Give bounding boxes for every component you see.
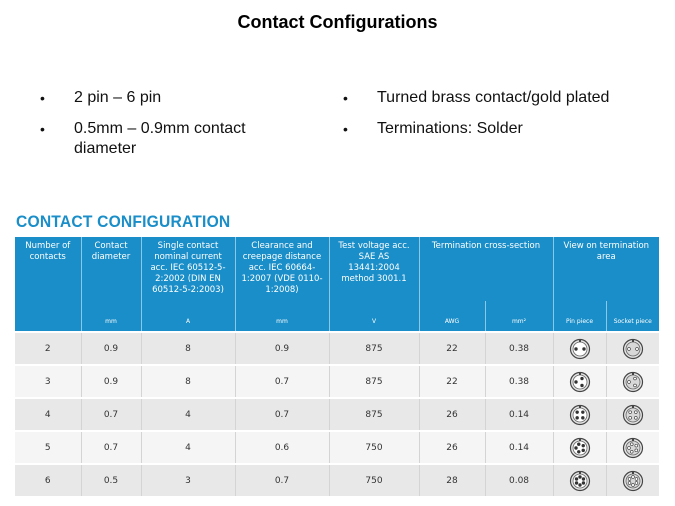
cell-current: 8 <box>141 332 235 365</box>
pin-piece-connector-icon <box>569 371 591 393</box>
bullet-item <box>343 119 643 139</box>
socket-piece-connector-icon <box>622 338 644 360</box>
bullet-item <box>40 88 310 108</box>
table-row <box>15 431 659 464</box>
table-header-row <box>15 237 659 301</box>
cell-socket-view <box>606 365 659 398</box>
cell-contacts: 6 <box>15 464 81 496</box>
cell-awg: 22 <box>419 365 485 398</box>
cell-diameter: 0.5 <box>81 464 141 496</box>
section-heading: CONTACT CONFIGURATION <box>16 212 231 231</box>
unit-socket-piece: Socket piece <box>606 301 659 332</box>
cell-current: 8 <box>141 365 235 398</box>
cell-clearance: 0.7 <box>235 365 329 398</box>
table-row <box>15 332 659 365</box>
unit-awg: AWG <box>419 301 485 332</box>
header-termination: Termination cross-section <box>419 237 553 301</box>
bullet-dot: • <box>40 90 45 106</box>
cell-mm2: 0.14 <box>485 431 553 464</box>
table-row <box>15 464 659 496</box>
header-clearance: Clearance and creepage distance acc. IEC 60664-1:2007 (VDE 0110-1:2008) <box>235 237 329 301</box>
cell-voltage: 875 <box>329 365 419 398</box>
unit-current: A <box>141 301 235 332</box>
bullet-item <box>40 119 310 159</box>
cell-clearance: 0.6 <box>235 431 329 464</box>
cell-socket-view <box>606 332 659 365</box>
bullet-text: 0.5mm – 0.9mm contact diameter <box>74 120 246 157</box>
bullet-text: 2 pin – 6 pin <box>74 89 162 106</box>
bullet-list-right <box>343 88 643 150</box>
cell-pin-view <box>553 398 606 431</box>
pin-piece-connector-icon <box>569 437 591 459</box>
header-diameter: Contact diameter <box>81 237 141 301</box>
cell-clearance: 0.9 <box>235 332 329 365</box>
unit-clearance: mm <box>235 301 329 332</box>
header-contacts: Number of contacts <box>15 237 81 301</box>
cell-awg: 28 <box>419 464 485 496</box>
bullet-dot: • <box>343 90 348 106</box>
cell-awg: 22 <box>419 332 485 365</box>
cell-pin-view <box>553 464 606 496</box>
cell-voltage: 875 <box>329 332 419 365</box>
header-view: View on termination area <box>553 237 659 301</box>
cell-pin-view <box>553 431 606 464</box>
cell-mm2: 0.14 <box>485 398 553 431</box>
cell-mm2: 0.38 <box>485 365 553 398</box>
socket-piece-connector-icon <box>622 437 644 459</box>
socket-piece-connector-icon <box>622 404 644 426</box>
table-units-row <box>15 301 659 332</box>
cell-mm2: 0.38 <box>485 332 553 365</box>
socket-piece-connector-icon <box>622 371 644 393</box>
pin-piece-connector-icon <box>569 470 591 492</box>
cell-contacts: 2 <box>15 332 81 365</box>
unit-contacts <box>15 301 81 332</box>
cell-contacts: 3 <box>15 365 81 398</box>
cell-current: 3 <box>141 464 235 496</box>
cell-clearance: 0.7 <box>235 464 329 496</box>
cell-diameter: 0.9 <box>81 332 141 365</box>
cell-diameter: 0.7 <box>81 431 141 464</box>
contact-configuration-table <box>15 237 659 496</box>
unit-mm2: mm² <box>485 301 553 332</box>
cell-clearance: 0.7 <box>235 398 329 431</box>
cell-voltage: 750 <box>329 464 419 496</box>
bullet-item <box>343 88 643 108</box>
header-voltage: Test voltage acc. SAE AS 13441:2004 method 3001.1 <box>329 237 419 301</box>
cell-mm2: 0.08 <box>485 464 553 496</box>
header-current: Single contact nominal current acc. IEC 60512-5-2:2002 (DIN EN 60512-5-2:2003) <box>141 237 235 301</box>
pin-piece-connector-icon <box>569 338 591 360</box>
cell-awg: 26 <box>419 398 485 431</box>
table-row <box>15 398 659 431</box>
table-body <box>15 332 659 496</box>
pin-piece-connector-icon <box>569 404 591 426</box>
cell-socket-view <box>606 398 659 431</box>
cell-diameter: 0.7 <box>81 398 141 431</box>
unit-voltage: V <box>329 301 419 332</box>
cell-voltage: 750 <box>329 431 419 464</box>
unit-diameter: mm <box>81 301 141 332</box>
bullet-dot: • <box>40 121 45 137</box>
cell-voltage: 875 <box>329 398 419 431</box>
cell-pin-view <box>553 332 606 365</box>
cell-socket-view <box>606 431 659 464</box>
cell-awg: 26 <box>419 431 485 464</box>
socket-piece-connector-icon <box>622 470 644 492</box>
table-row <box>15 365 659 398</box>
bullet-dot: • <box>343 121 348 137</box>
bullet-text: Turned brass contact/gold plated <box>377 89 610 106</box>
cell-contacts: 4 <box>15 398 81 431</box>
cell-contacts: 5 <box>15 431 81 464</box>
bullet-text: Terminations: Solder <box>377 120 523 137</box>
unit-pin-piece: Pin piece <box>553 301 606 332</box>
page-title: Contact Configurations <box>237 12 438 32</box>
bullet-list-left <box>40 88 310 170</box>
cell-socket-view <box>606 464 659 496</box>
cell-diameter: 0.9 <box>81 365 141 398</box>
cell-pin-view <box>553 365 606 398</box>
cell-current: 4 <box>141 431 235 464</box>
cell-current: 4 <box>141 398 235 431</box>
